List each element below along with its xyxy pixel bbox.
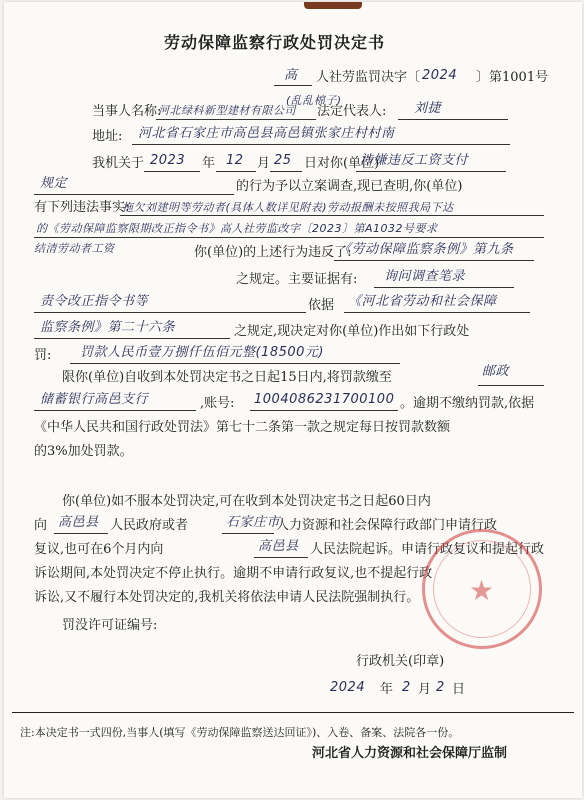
signature-date-year: 2024 bbox=[330, 680, 366, 695]
violation-summary-1: 涉嫌违反工资支付 bbox=[360, 153, 469, 168]
payment-bank-2: 储蓄银行高邑支行 bbox=[40, 392, 149, 407]
appeal-lawsuit-2: 人民法院起诉。申请行政复议和提起行政 bbox=[310, 542, 545, 557]
month-label: 月 bbox=[257, 156, 271, 171]
evidence-intro: 之规定。主要证据有: bbox=[236, 272, 358, 287]
doc-number-label: 人社劳监罚决字〔 bbox=[316, 70, 421, 85]
legal-rep-label: 法定代表人: bbox=[317, 104, 387, 119]
facts-line-3: 结清劳动者工资 bbox=[34, 242, 115, 255]
appeal-dept-text: 人力资源和社会保障行政部门申请行政 bbox=[276, 518, 498, 533]
legal-rep-name: 刘捷 bbox=[414, 101, 442, 116]
signature-day-label: 日 bbox=[452, 682, 466, 697]
violated-regulation: 《劳动保障监察条例》第九条 bbox=[338, 242, 514, 257]
doc-number-year: 2024 bbox=[422, 68, 458, 83]
facts-label: 有下列违法事实: bbox=[34, 200, 130, 215]
appeal-prefix: 向 bbox=[34, 518, 48, 533]
investigation-day: 25 bbox=[274, 153, 292, 168]
party-note: (乱乱棉子) bbox=[286, 94, 342, 107]
evidence-2: 责令改正指令书等 bbox=[40, 294, 149, 309]
late-fee-text: 。逾期不缴纳罚款,依据 bbox=[400, 396, 535, 411]
party-name: 河北绿科新型建材有限公司 bbox=[158, 104, 296, 117]
payment-text: 限你(单位)自收到本处罚决定书之日起15日内,将罚款缴至 bbox=[62, 370, 392, 385]
facts-line-1: 拖欠刘建明等劳动者(具体人数详见附表)劳动报酬未按照我局下达 bbox=[122, 201, 454, 214]
late-fee-rate: 的3%加处罚款。 bbox=[34, 444, 133, 459]
appeal-lawsuit-1: 复议,也可在6个月内向 bbox=[34, 542, 164, 557]
address-value: 河北省石家庄市高邑县高邑镇张家庄村村南 bbox=[138, 126, 395, 141]
facts-line-2: 的《劳动保障监察限期改正指令书》高人社劳监改字〔2023〕第A1032号要求 bbox=[36, 222, 438, 235]
footer-divider bbox=[12, 712, 574, 713]
appeal-gov-text: 人民政府或者 bbox=[110, 518, 189, 533]
basis-1: 《河北省劳动和社会保障 bbox=[348, 294, 497, 309]
evidence-1: 询问调查笔录 bbox=[384, 269, 466, 284]
investigation-year: 2023 bbox=[150, 153, 186, 168]
appeal-line-4: 诉讼,又不履行本处罚决定的,我机关将依法申请人民法院强制执行。 bbox=[34, 590, 420, 605]
account-number: 1004086231700100 bbox=[254, 392, 395, 407]
doc-number-suffix: 〕第1001号 bbox=[476, 70, 549, 85]
appeal-city: 石家庄市 bbox=[226, 515, 281, 530]
case-opening-text: 的行为予以立案调查,现已查明,你(单位) bbox=[236, 179, 463, 194]
signature-date-month: 2 bbox=[402, 680, 411, 695]
footer-supervisor: 河北省人力资源和社会保障厅监制 bbox=[312, 746, 508, 761]
document-title: 劳动保障监察行政处罚决定书 bbox=[164, 33, 386, 52]
day-label: 日对你(单位) bbox=[304, 156, 380, 171]
official-red-stamp: ★ bbox=[422, 529, 542, 649]
penalty-decision-document bbox=[4, 2, 582, 798]
violation-text: 你(单位)的上述行为违反了: bbox=[194, 245, 352, 260]
party-label: 当事人名称: bbox=[92, 104, 162, 119]
signature-date-day: 2 bbox=[436, 680, 445, 695]
address-label: 地址: bbox=[92, 129, 123, 144]
signature-year-label: 年 bbox=[380, 682, 394, 697]
appeal-intro: 你(单位)如不服本处罚决定,可在收到本处罚决定书之日起60日内 bbox=[62, 494, 431, 509]
penalty-label: 罚: bbox=[34, 348, 52, 363]
appeal-county: 高邑县 bbox=[58, 515, 99, 530]
appeal-court-county: 高邑县 bbox=[258, 539, 299, 554]
payment-bank-1: 邮政 bbox=[482, 364, 510, 379]
violation-summary-2: 规定 bbox=[40, 176, 68, 191]
signature-month-label: 月 bbox=[418, 682, 432, 697]
seal-fragment bbox=[304, 2, 362, 9]
basis-label: 依据 bbox=[308, 298, 335, 313]
investigation-month: 12 bbox=[226, 153, 244, 168]
basis-2: 监察条例》第二十六条 bbox=[40, 320, 176, 335]
footer-note: 注:本决定书一式四份,当事人(填写《劳动保障监察送达回证》)、入卷、备案、法院各一份。 bbox=[20, 726, 460, 739]
investigation-intro: 我机关于 bbox=[92, 156, 145, 171]
account-label: ,账号: bbox=[200, 396, 235, 411]
penalty-amount: 罚款人民币壹万捌仟伍佰元整(18500元) bbox=[80, 345, 324, 360]
appeal-line-3: 诉讼期间,本处罚决定不停止执行。逾期不申请行政复议,也不提起行政 bbox=[34, 566, 433, 581]
license-number-label: 罚没许可证编号: bbox=[62, 618, 158, 633]
late-fee-law: 《中华人民共和国行政处罚法》第七十二条第一款之规定每日按罚款数额 bbox=[34, 420, 451, 435]
decision-text: 之规定,现决定对你(单位)作出如下行政处 bbox=[234, 324, 470, 339]
agency-seal-label: 行政机关(印章) bbox=[356, 654, 445, 669]
year-label: 年 bbox=[202, 156, 216, 171]
doc-number-prefix: 高 bbox=[284, 68, 298, 83]
